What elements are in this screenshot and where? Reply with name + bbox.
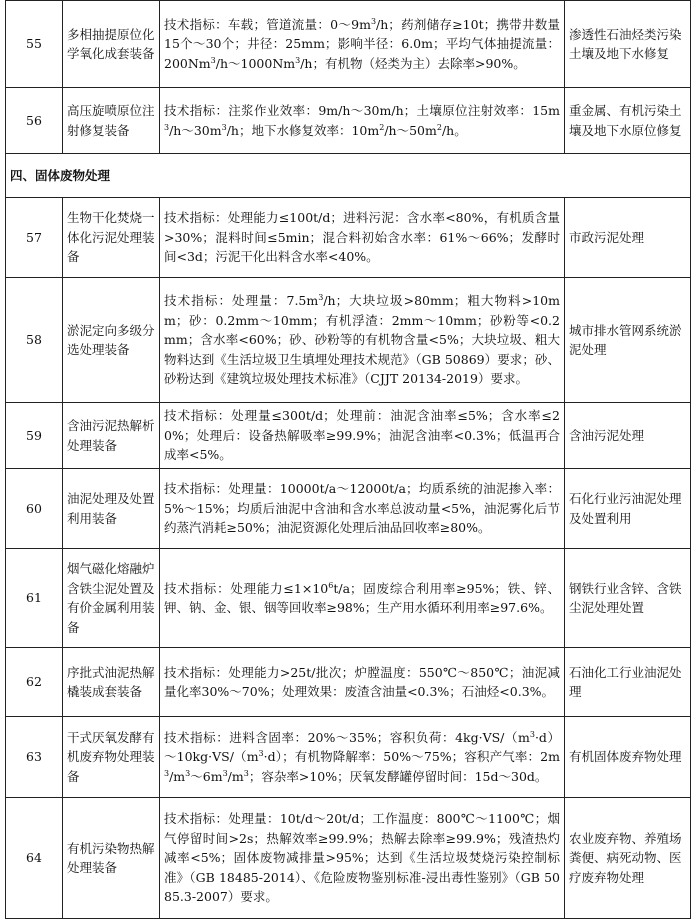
item-number: 59 [6,403,63,469]
equipment-name: 多相抽提原位化学氧化成套装备 [63,1,160,88]
equipment-name: 干式厌氧发酵有机废弃物处理装备 [63,717,160,798]
technical-spec: 技术指标：处理量：10t/d～20t/d；工作温度：800℃～1100℃；烟气停留时间>2s；热解效率≥99.9%；热解去除率≥99.9%；残渣热灼减率<5%；固体废物减排量>95%；达到《生活垃圾焚烧污染控制标准》（GB 18485-2014）、《危险废物鉴别标准-浸出毒性鉴别》（GB 5085.3-2007）要求。 [160,798,565,919]
item-number: 61 [6,549,63,648]
application-scope: 石化行业污油泥处理及处置利用 [565,469,691,549]
technical-spec: 技术指标：处理量≤300t/d；处理前：油泥含油率≤5%；含水率≤20%；处理后：设备热解吸率≥99.9%；油泥含油率<0.3%；低温再合成率<5%。 [160,403,565,469]
technical-spec: 技术指标：处理能力$\le 1\times 10^6t/a$；固废综合利用率≥95%；铁、锌、钾、钠、金、银、铟等回收率≥98%；生产用水循环利用率≥97.6%。 [160,549,565,648]
equipment-name: 生物干化焚烧一体化污泥处理装备 [63,198,160,278]
item-number: 60 [6,469,63,549]
technical-spec: 技术指标：处理能力>25t/批次；炉膛温度：550℃～850℃；油泥减量化率30%～70%；处理效果：废渣含油量<0.3%；石油烃<0.3%。 [160,648,565,717]
item-number: 62 [6,648,63,717]
application-scope: 钢铁行业含锌、含铁尘泥处理处置 [565,549,691,648]
technical-spec: 技术指标：进料含固率：20%～35%；容积负荷：$4kg\cdot VS/(m^3\cdot d)\sim 10kg\cdot VS/(m^3\cdot d)$；有机物降解率：50%～75%；容积产气率：$2m^3/m^3\sim 6m^3/m^3$；容杂率>10%；厌氧发酵罐停留时间：15d～30d。 [160,717,565,798]
equipment-name: 淤泥定向多级分选处理装备 [63,278,160,403]
table-row [6,403,691,469]
equipment-name: 含油污泥热解析处理装备 [63,403,160,469]
table-row [6,198,691,278]
section-header-row [6,154,691,198]
technical-spec: 技术指标：处理量：$7.5m^3/h$；大块垃圾>80mm；粗大物料>10mm；砂：0.2mm～10mm；有机浮渣：2mm～10mm；砂粉等<0.2mm；含水率<60%；砂、砂粉等的有机物含量<5%；大块垃圾、粗大物料达到《生活垃圾卫生填埋处理技术规范》（GB 50869）要求；砂、砂粉达到《建筑垃圾处理技术标准》（CJJT 20134-2019）要求。 [160,278,565,403]
equipment-name: 烟气磁化熔融炉含铁尘泥处置及有价金属利用装备 [63,549,160,648]
application-scope: 渗透性石油烃类污染土壤及地下水修复 [565,1,691,88]
item-number: 56 [6,88,63,154]
table-row [6,648,691,717]
application-scope: 市政污泥处理 [565,198,691,278]
technical-spec: 技术指标：处理能力≤100t/d；进料污泥：含水率<80%，有机质含量>30%；混料时间≤5min；混合料初始含水率：61%～66%；发酵时间<3d；污泥干化出料含水率<40%。 [160,198,565,278]
item-number: 63 [6,717,63,798]
technical-spec: 技术指标：注浆作业效率：9m/h～30m/h；土壤原位注射效率：$15m^3/h\sim 30m^3/h$；地下水修复效率：$10m^2/h\sim 50m^2/h$。 [160,88,565,154]
table-row [6,1,691,88]
equipment-table [5,0,691,919]
table-row [6,88,691,154]
table-row [6,798,691,919]
application-scope: 农业废弃物、养殖场粪便、病死动物、医疗废弃物处理 [565,798,691,919]
technical-spec: 技术指标：处理量：10000t/a～12000t/a；均质系统的油泥掺入率：5%～15%；均质后油泥中含油和含水率总波动量<5%，油泥雾化后节约蒸汽消耗≥50%；油泥资源化处理后油品回收率≥80%。 [160,469,565,549]
application-scope: 重金属、有机污染土壤及地下水原位修复 [565,88,691,154]
application-scope: 含油污泥处理 [565,403,691,469]
table-row [6,278,691,403]
table-row [6,717,691,798]
table-row [6,549,691,648]
application-scope: 有机固体废弃物处理 [565,717,691,798]
equipment-name: 油泥处理及处置利用装备 [63,469,160,549]
application-scope: 城市排水管网系统淤泥处理 [565,278,691,403]
item-number: 64 [6,798,63,919]
equipment-name: 有机污染物热解处理装备 [63,798,160,919]
technical-spec: 技术指标：车载；管道流量：$0\sim 9m^3/h$；药剂储存≥10t；携带井数量15个～30个；井径：25mm；影响半径：6.0m；平均气体抽提流量：200Nm$^3$/h～1000Nm$^3$/h；有机物（烃类为主）去除率>90%。 [160,1,565,88]
equipment-name: 高压旋喷原位注射修复装备 [63,88,160,154]
section-title: 四、固体废物处理 [6,154,691,198]
item-number: 57 [6,198,63,278]
application-scope: 石油化工行业油泥处理 [565,648,691,717]
item-number: 58 [6,278,63,403]
item-number: 55 [6,1,63,88]
table-row [6,469,691,549]
equipment-name: 序批式油泥热解橇装成套装备 [63,648,160,717]
